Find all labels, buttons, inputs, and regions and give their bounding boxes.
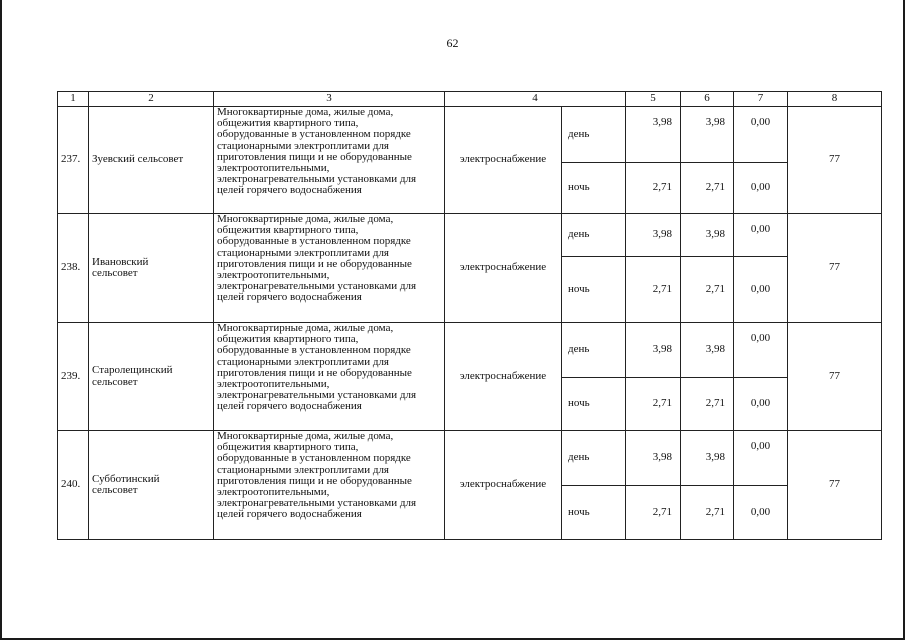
settlement-name xyxy=(89,323,214,431)
description-line: приготовления пищи и не оборудованные xyxy=(217,366,412,379)
value-col8: 77 xyxy=(788,323,882,431)
settlement-name: Зуевский сельсовет xyxy=(89,107,214,214)
description-line: электронагревательными установками для xyxy=(217,173,417,186)
value-col6-night: 2,71 xyxy=(681,163,734,214)
description-line: оборудованные в установленном порядке xyxy=(217,344,411,357)
description-line: Многоквартирные дома, жилые дома, xyxy=(217,430,394,442)
period-day: день xyxy=(562,323,626,378)
description-line: стационарными электроплитами для xyxy=(217,463,389,476)
page-number: 62 xyxy=(446,36,459,50)
description-line: электронагревательными установками для xyxy=(217,497,417,510)
description-line: стационарными электроплитами для xyxy=(217,246,389,259)
value-col7-night: 0,00 xyxy=(734,163,788,214)
description-line: оборудованные в установленном порядке xyxy=(217,452,411,465)
value-col6-night: 2,71 xyxy=(681,257,734,323)
description-line: электроотопительными, xyxy=(217,162,330,175)
description-line: общежития квартирного типа, xyxy=(217,224,359,237)
header-cell-4: 4 xyxy=(445,92,626,107)
value-col5-day: 3,98 xyxy=(626,214,681,257)
value-col5-night: 2,71 xyxy=(626,163,681,214)
period-day: день xyxy=(562,107,626,163)
description-line: Многоквартирные дома, жилые дома, xyxy=(217,322,394,334)
value-col6-night: 2,71 xyxy=(681,486,734,540)
description-line: приготовления пищи и не оборудованные xyxy=(217,257,412,270)
value-col7-night: 0,00 xyxy=(734,257,788,323)
header-cell-8: 8 xyxy=(788,92,882,107)
row-number: 240. xyxy=(58,431,89,540)
description-line: стационарными электроплитами для xyxy=(217,139,389,152)
value-col7-night: 0,00 xyxy=(734,486,788,540)
header-cell-5: 5 xyxy=(626,92,681,107)
settlement-name-line: Старолещинский xyxy=(92,364,173,376)
service-type: электроснабжение xyxy=(445,431,562,540)
description-line: приготовления пищи и не оборудованные xyxy=(217,150,412,163)
consumer-description xyxy=(214,323,445,431)
table-row xyxy=(58,431,882,486)
description-line: общежития квартирного типа, xyxy=(217,333,359,346)
description-line: целей горячего водоснабжения xyxy=(217,400,362,413)
description-line: целей горячего водоснабжения xyxy=(217,291,362,304)
value-col8: 77 xyxy=(788,214,882,323)
value-col6-day: 3,98 xyxy=(681,323,734,378)
period-night: ночь xyxy=(562,257,626,323)
value-col6-day: 3,98 xyxy=(681,107,734,163)
settlement-name-line: Субботинский xyxy=(92,472,160,485)
description-line: электроотопительными, xyxy=(217,486,330,499)
period-day: день xyxy=(562,431,626,486)
value-col7-day: 0,00 xyxy=(734,323,788,378)
description-line: Многоквартирные дома, жилые дома, xyxy=(217,106,394,118)
value-col6-day: 3,98 xyxy=(681,214,734,257)
description-line: оборудованные в установленном порядке xyxy=(217,128,411,141)
table-row xyxy=(58,107,882,163)
description-line: стационарными электроплитами для xyxy=(217,355,389,368)
row-number: 238. xyxy=(58,214,89,323)
description-line: электроотопительными, xyxy=(217,269,330,282)
value-col6-night: 2,71 xyxy=(681,378,734,431)
table-row xyxy=(58,214,882,257)
value-col7-night: 0,00 xyxy=(734,378,788,431)
value-col5-night: 2,71 xyxy=(626,486,681,540)
description-line: электронагревательными установками для xyxy=(217,389,417,402)
tariff-table xyxy=(57,91,882,540)
service-type: электроснабжение xyxy=(445,107,562,214)
settlement-name xyxy=(89,431,214,540)
service-type: электроснабжение xyxy=(445,214,562,323)
settlement-name-line: сельсовет xyxy=(92,267,138,279)
description-line: электроотопительными, xyxy=(217,378,330,391)
description-line: Многоквартирные дома, жилые дома, xyxy=(217,213,394,225)
value-col7-day: 0,00 xyxy=(734,214,788,257)
description-line: общежития квартирного типа, xyxy=(217,117,359,130)
description-line: целей горячего водоснабжения xyxy=(217,508,362,521)
value-col7-day: 0,00 xyxy=(734,107,788,163)
period-night: ночь xyxy=(562,378,626,431)
consumer-description xyxy=(214,431,445,540)
period-night: ночь xyxy=(562,163,626,214)
settlement-name-line: сельсовет xyxy=(92,375,138,388)
description-line: приготовления пищи и не оборудованные xyxy=(217,474,412,487)
consumer-description xyxy=(214,107,445,214)
value-col5-day: 3,98 xyxy=(626,431,681,486)
description-line: оборудованные в установленном порядке xyxy=(217,235,411,248)
description-line: целей горячего водоснабжения xyxy=(217,184,362,197)
row-number: 237. xyxy=(58,107,89,214)
settlement-name-line: Ивановский xyxy=(92,255,149,268)
description-line: общежития квартирного типа, xyxy=(217,441,359,454)
service-type: электроснабжение xyxy=(445,323,562,431)
value-col8: 77 xyxy=(788,107,882,214)
period-day: день xyxy=(562,214,626,257)
settlement-name-line: сельсовет xyxy=(92,484,138,496)
value-col5-day: 3,98 xyxy=(626,107,681,163)
settlement-name xyxy=(89,214,214,323)
value-col5-night: 2,71 xyxy=(626,257,681,323)
consumer-description xyxy=(214,214,445,323)
value-col7-day: 0,00 xyxy=(734,431,788,486)
header-cell-6: 6 xyxy=(681,92,734,107)
value-col5-day: 3,98 xyxy=(626,323,681,378)
description-line: электронагревательными установками для xyxy=(217,280,417,293)
value-col6-day: 3,98 xyxy=(681,431,734,486)
value-col5-night: 2,71 xyxy=(626,378,681,431)
header-cell-3: 3 xyxy=(214,92,445,107)
table-row xyxy=(58,323,882,378)
header-row xyxy=(58,92,882,107)
header-cell-1: 1 xyxy=(58,92,89,107)
row-number: 239. xyxy=(58,323,89,431)
period-night: ночь xyxy=(562,486,626,540)
value-col8: 77 xyxy=(788,431,882,540)
header-cell-2: 2 xyxy=(89,92,214,107)
header-cell-7: 7 xyxy=(734,92,788,107)
